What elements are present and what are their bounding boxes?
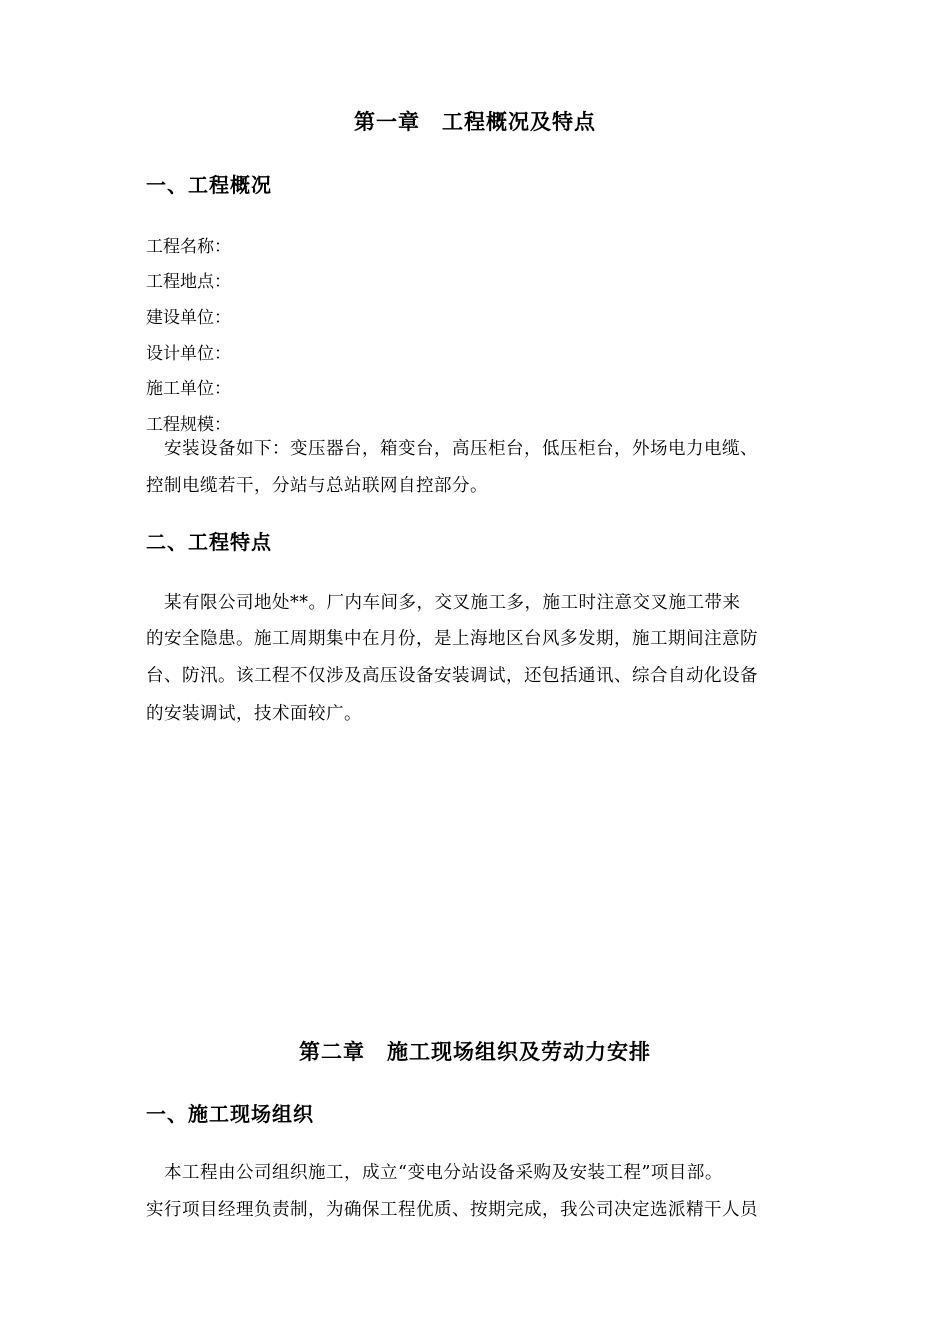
organization-line-2: 实行项目经理负责制，为确保工程优质、按期完成，我公司决定选派精干人员: [146, 1200, 758, 1220]
field-project-location: 工程地点：: [146, 272, 231, 292]
features-line-3: 台、防汛。该工程不仅涉及高压设备安装调试，还包括通讯、综合自动化设备: [146, 666, 758, 686]
organization-line-1: 本工程由公司组织施工，成立“变电分站设备采购及安装工程”项目部。: [146, 1163, 723, 1183]
features-line-2: 的安全隐患。施工周期集中在月份，是上海地区台风多发期，施工期间注意防: [146, 629, 758, 649]
features-line-1: 某有限公司地处**。厂内车间多，交叉施工多，施工时注意交叉施工带来: [146, 593, 741, 613]
features-line-4: 的安装调试，技术面较广。: [146, 704, 362, 724]
field-project-scale: 工程规模：: [146, 415, 231, 435]
section-heading-project-features: 二、工程特点: [146, 530, 272, 554]
scale-line-2: 控制电缆若干，分站与总站联网自控部分。: [146, 476, 488, 496]
field-project-name: 工程名称：: [146, 237, 231, 257]
section-heading-project-overview: 一、工程概况: [146, 173, 272, 197]
field-design-unit: 设计单位：: [146, 344, 231, 364]
field-construction-owner: 建设单位：: [146, 308, 231, 328]
section-heading-site-organization: 一、施工现场组织: [146, 1102, 314, 1126]
chapter-2-title: 第二章 施工现场组织及劳动力安排: [299, 1040, 651, 1064]
chapter-1-title: 第一章 工程概况及特点: [354, 110, 596, 134]
field-contractor: 施工单位：: [146, 379, 231, 399]
scale-line-1: 安装设备如下：变压器台，箱变台，高压柜台，低压柜台，外场电力电缆、: [146, 439, 758, 459]
